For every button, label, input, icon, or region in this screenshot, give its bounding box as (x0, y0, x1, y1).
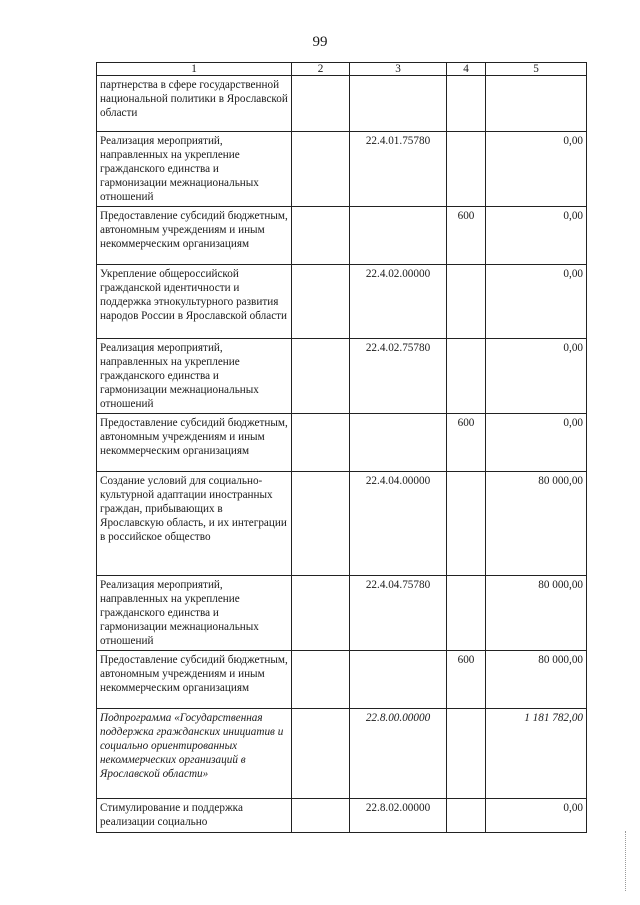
table-row (97, 651, 587, 709)
amount: 1 181 782,00 (486, 709, 587, 799)
item-name: Реализация мероприятий, направленных на укрепление гражданского единства и гармонизации межнациональных отношений (97, 339, 292, 414)
target-code (350, 651, 447, 709)
item-name: партнерства в сфере государственной национальной политики в Ярославской области (97, 76, 292, 132)
column-2-cell (292, 709, 350, 799)
target-code: 22.4.04.00000 (350, 472, 447, 576)
column-2-cell (292, 76, 350, 132)
column-2-cell (292, 207, 350, 265)
table-row-subprogram (97, 709, 587, 799)
expense-type (447, 799, 486, 833)
target-code: 22.8.00.00000 (350, 709, 447, 799)
item-name: Укрепление общероссийской гражданской идентичности и поддержка этнокультурного развития народов России в Ярославской области (97, 265, 292, 339)
table-row (97, 132, 587, 207)
item-name: Предоставление субсидий бюджетным, автономным учреждениям и иным некоммерческим организациям (97, 207, 292, 265)
column-2-cell (292, 576, 350, 651)
expense-type (447, 132, 486, 207)
target-code: 22.4.02.75780 (350, 339, 447, 414)
column-2-cell (292, 799, 350, 833)
column-2-cell (292, 132, 350, 207)
amount: 0,00 (486, 339, 587, 414)
column-header: 5 (486, 63, 587, 76)
table-row (97, 414, 587, 472)
column-2-cell (292, 265, 350, 339)
page-number: 99 (312, 34, 328, 50)
amount: 0,00 (486, 265, 587, 339)
target-code: 22.4.04.75780 (350, 576, 447, 651)
expense-type (447, 265, 486, 339)
target-code (350, 76, 447, 132)
item-name: Предоставление субсидий бюджетным, автономным учреждениям и иным некоммерческим организациям (97, 414, 292, 472)
table-header-row (97, 63, 587, 76)
amount: 80 000,00 (486, 576, 587, 651)
amount: 0,00 (486, 414, 587, 472)
expense-type (447, 576, 486, 651)
target-code: 22.4.01.75780 (350, 132, 447, 207)
item-name: Реализация мероприятий, направленных на укрепление гражданского единства и гармонизации межнациональных отношений (97, 132, 292, 207)
scan-edge-mark (625, 831, 630, 891)
expense-type (447, 709, 486, 799)
table-row (97, 576, 587, 651)
column-header: 1 (97, 63, 292, 76)
target-code: 22.4.02.00000 (350, 265, 447, 339)
expense-type (447, 472, 486, 576)
item-name: Стимулирование и поддержка реализации социально (97, 799, 292, 833)
budget-table (96, 62, 587, 833)
amount: 0,00 (486, 207, 587, 265)
column-2-cell (292, 472, 350, 576)
expense-type (447, 339, 486, 414)
item-name: Предоставление субсидий бюджетным, автономным учреждениям и иным некоммерческим организациям (97, 651, 292, 709)
expense-type: 600 (447, 207, 486, 265)
column-2-cell (292, 339, 350, 414)
item-name: Подпрограмма «Государственная поддержка гражданских инициатив и социально ориентированных некоммерческих организаций в Ярославской области» (97, 709, 292, 799)
item-name: Создание условий для социально-культурной адаптации иностранных граждан, прибывающих в Ярославскую область, и их интеграции в российское общество (97, 472, 292, 576)
amount: 0,00 (486, 132, 587, 207)
table-row (97, 472, 587, 576)
item-name: Реализация мероприятий, направленных на укрепление гражданского единства и гармонизации межнациональных отношений (97, 576, 292, 651)
amount (486, 76, 587, 132)
target-code: 22.8.02.00000 (350, 799, 447, 833)
column-header: 3 (350, 63, 447, 76)
amount: 80 000,00 (486, 651, 587, 709)
expense-type (447, 76, 486, 132)
column-header: 4 (447, 63, 486, 76)
column-header: 2 (292, 63, 350, 76)
expense-type: 600 (447, 651, 486, 709)
table-row (97, 76, 587, 132)
table-row (97, 339, 587, 414)
table-row (97, 265, 587, 339)
target-code (350, 207, 447, 265)
expense-type: 600 (447, 414, 486, 472)
column-2-cell (292, 651, 350, 709)
column-2-cell (292, 414, 350, 472)
amount: 80 000,00 (486, 472, 587, 576)
table-row (97, 207, 587, 265)
target-code (350, 414, 447, 472)
table-row (97, 799, 587, 833)
amount: 0,00 (486, 799, 587, 833)
